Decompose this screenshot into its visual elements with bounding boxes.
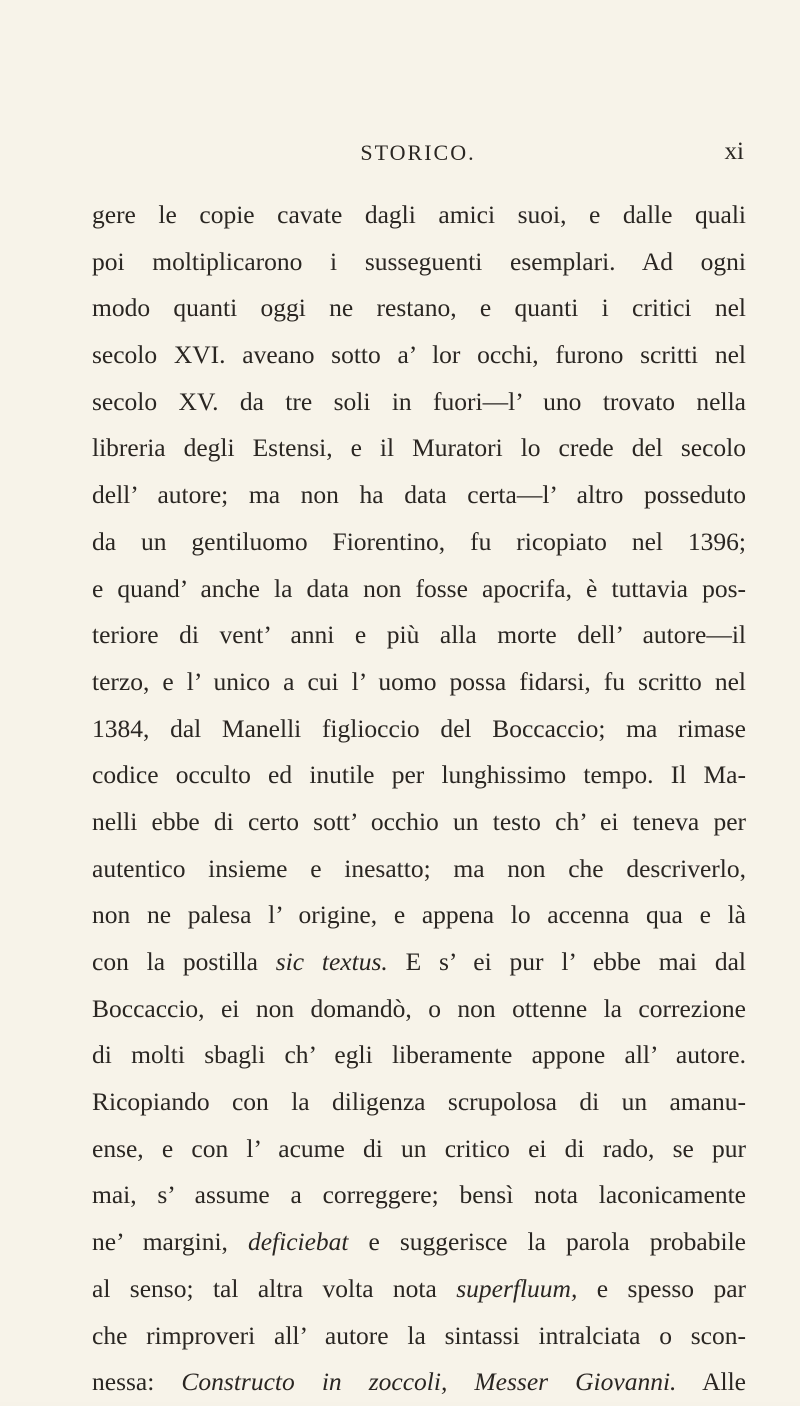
body-text xyxy=(92,192,746,1406)
text-line: gere le copie cavate dagli amici suoi, e dalle quali xyxy=(92,200,746,229)
text-line: 1384, dal Manelli figlioccio del Boccaccio; ma rimase xyxy=(92,713,746,743)
text-line: poi moltiplicarono i susseguenti esemplari. Ad ogni xyxy=(92,246,746,276)
text-line: autentico insieme e inesatto; ma non che descriverlo, xyxy=(92,853,746,883)
italic-phrase: sic textus. xyxy=(275,947,388,976)
text-run: E s’ ei pur l’ ebbe mai dal xyxy=(387,947,746,976)
page-number: xi xyxy=(724,138,744,165)
text-line xyxy=(92,939,746,986)
text-run: Alle xyxy=(676,1367,746,1397)
text-run: nessa: xyxy=(92,1367,182,1397)
page-header xyxy=(92,140,744,170)
text-line: dell’ autore; ma non ha data certa—l’ altro posseduto xyxy=(92,480,746,510)
text-line: mai, s’ assume a correggere; bensì nota laconicamente xyxy=(92,1180,746,1210)
text-line: Boccaccio, ei non domandò, o non ottenne la correzione xyxy=(92,993,746,1023)
text-line: terzo, e l’ unico a cui l’ uomo possa fidarsi, fu scritto nel xyxy=(92,666,746,696)
text-run: al senso; tal altra volta nota xyxy=(92,1273,457,1303)
text-line: nelli ebbe di certo sott’ occhio un testo ch’ ei teneva per xyxy=(92,806,746,836)
italic-phrase: superfluum, xyxy=(456,1273,578,1303)
text-line xyxy=(92,1359,746,1406)
text-line: modo quanti oggi ne restano, e quanti i critici nel xyxy=(92,293,746,323)
text-line: codice occulto ed inutile per lunghissimo tempo. Il Ma- xyxy=(92,760,746,790)
text-line: di molti sbagli ch’ egli liberamente appone all’ autore. xyxy=(92,1040,746,1070)
text-line: da un gentiluomo Fiorentino, fu ricopiato nel 1396; xyxy=(92,526,746,556)
text-line: non ne palesa l’ origine, e appena lo accenna qua e là xyxy=(92,900,746,930)
text-line xyxy=(92,1266,746,1313)
text-line: teriore di vent’ anni e più alla morte dell’ autore—il xyxy=(92,620,746,650)
text-run: ne’ margini, xyxy=(92,1227,248,1257)
text-line: Ricopiando con la diligenza scrupolosa di un amanu- xyxy=(92,1087,746,1117)
text-line: ense, e con l’ acume di un critico ei di rado, se pur xyxy=(92,1133,746,1163)
text-line: secolo XVI. aveano sotto a’ lor occhi, furono scritti nel xyxy=(92,340,746,370)
text-run: con la postilla xyxy=(92,947,276,976)
text-line: libreria degli Estensi, e il Muratori lo crede del secolo xyxy=(92,433,746,463)
text-line: secolo XV. da tre soli in fuori—l’ uno trovato nella xyxy=(92,386,746,416)
text-line: e quand’ anche la data non fosse apocrifa, è tuttavia pos- xyxy=(92,573,746,603)
text-line: che rimproveri all’ autore la sintassi intralciata o scon- xyxy=(92,1320,746,1350)
running-head: STORICO. xyxy=(360,140,476,165)
text-run: e spesso par xyxy=(577,1273,747,1303)
italic-phrase: Constructo in zoccoli, Messer Giovanni. xyxy=(181,1367,677,1397)
italic-phrase: deficiebat xyxy=(247,1227,349,1257)
text-run: e suggerisce la parola probabile xyxy=(348,1227,746,1257)
text-line xyxy=(92,1219,746,1266)
